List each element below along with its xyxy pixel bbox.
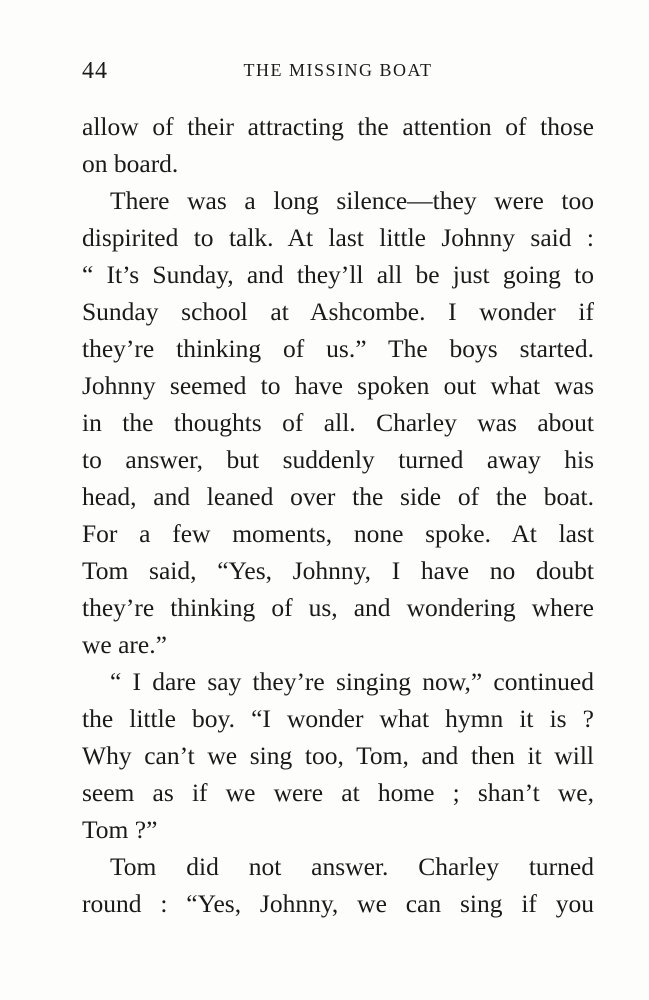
text-line: in the thoughts of all. Charley was about — [82, 408, 594, 437]
text-line: head, and leaned over the side of the boat. — [82, 482, 594, 511]
text-line: Johnny seemed to have spoken out what was — [82, 371, 594, 400]
text-line: the little boy. “I wonder what hymn it is ? — [82, 704, 594, 733]
text-line: we are.” — [82, 630, 167, 659]
paragraph — [82, 848, 594, 922]
text-line: they’re thinking of us, and wondering where — [82, 593, 594, 622]
running-head — [82, 58, 594, 88]
paragraph — [82, 663, 594, 848]
text-line: For a few moments, none spoke. At last — [82, 519, 594, 548]
text-line: Tom did not answer. Charley turned — [110, 852, 594, 881]
paragraph — [82, 182, 594, 663]
text-line: allow of their attracting the attention of those — [82, 112, 594, 141]
text-line: Tom said, “Yes, Johnny, I have no doubt — [82, 556, 594, 585]
body-text — [82, 108, 594, 922]
text-line: There was a long silence—they were too — [110, 186, 594, 215]
text-line: on board. — [82, 149, 179, 178]
text-line: “ I dare say they’re singing now,” continued — [110, 667, 594, 696]
running-title: THE MISSING BOAT — [243, 60, 433, 80]
text-line: “ It’s Sunday, and they’ll all be just going to — [82, 260, 594, 289]
text-line: seem as if we were at home ; shan’t we, — [82, 778, 594, 807]
text-line: they’re thinking of us.” The boys started. — [82, 334, 594, 363]
text-line: to answer, but suddenly turned away his — [82, 445, 594, 474]
text-line: Sunday school at Ashcombe. I wonder if — [82, 297, 594, 326]
paragraph — [82, 108, 594, 182]
text-line: round : “Yes, Johnny, we can sing if you — [82, 889, 594, 918]
text-line: dispirited to talk. At last little Johnny said : — [82, 223, 594, 252]
page-number: 44 — [82, 58, 108, 84]
text-line: Tom ?” — [82, 815, 158, 844]
text-line: Why can’t we sing too, Tom, and then it will — [82, 741, 594, 770]
